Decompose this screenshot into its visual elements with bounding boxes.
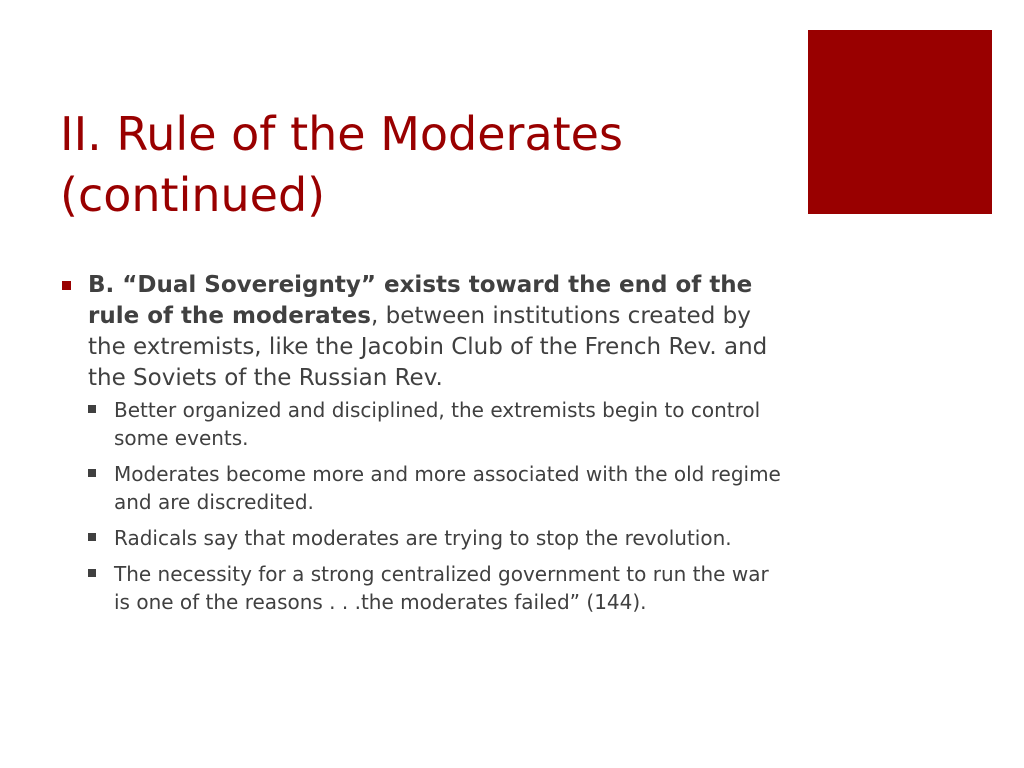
title-line-2: (continued)	[60, 168, 326, 222]
title-line-1: II. Rule of the Moderates	[60, 107, 623, 161]
accent-block	[808, 30, 992, 214]
square-bullet-icon	[88, 533, 96, 541]
sub-bullet-point	[62, 524, 782, 552]
sub-point-text: The necessity for a strong centralized government to run the war is one of the reasons . . .the moderates failed” (144).	[114, 562, 769, 614]
slide-title	[60, 104, 760, 226]
main-point-text: , between institutions created by the extremists, like the Jacobin Club of the French Rev. and the Soviets of the Russian Rev.	[88, 303, 768, 391]
slide-content	[62, 270, 782, 624]
square-bullet-icon	[88, 405, 96, 413]
square-bullet-icon	[88, 569, 96, 577]
sub-point-text: Radicals say that moderates are trying to stop the revolution.	[114, 526, 732, 550]
main-point-bold-text: B. “Dual Sovereignty” exists toward the end of the rule of the moderates	[88, 272, 753, 329]
square-bullet-icon	[88, 469, 96, 477]
sub-bullet-point	[62, 560, 782, 616]
square-bullet-icon	[62, 281, 71, 290]
sub-point-text: Better organized and disciplined, the extremists begin to control some events.	[114, 398, 761, 450]
sub-bullet-list	[62, 396, 782, 616]
sub-bullet-point	[62, 460, 782, 516]
sub-bullet-point	[62, 396, 782, 452]
sub-point-text: Moderates become more and more associated with the old regime and are discredited.	[114, 462, 781, 514]
main-bullet-point	[62, 270, 782, 394]
